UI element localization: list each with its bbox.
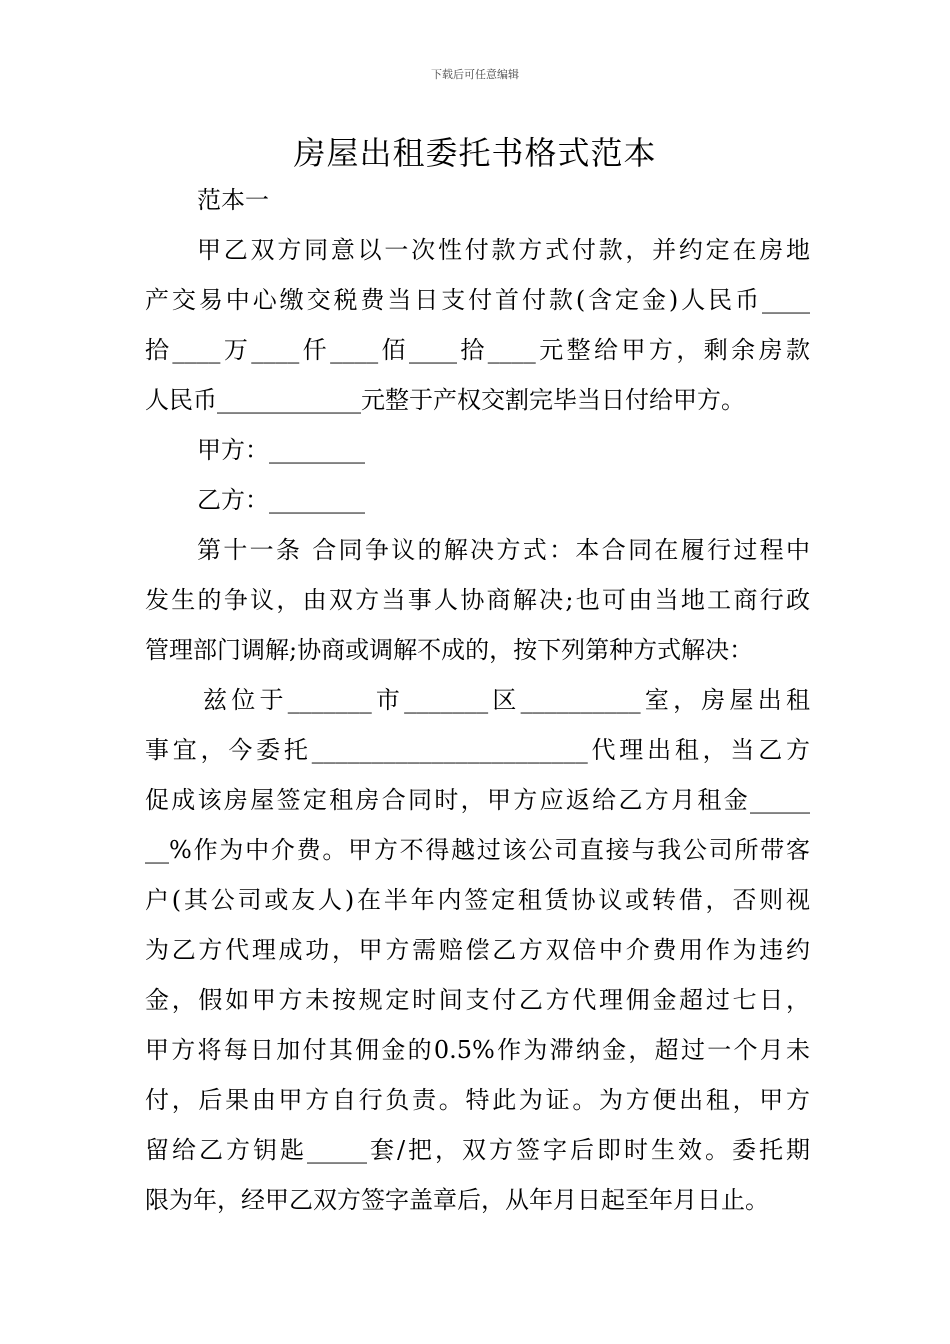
paragraph-line: __%作为中介费。甲方不得越过该公司直接与我公司所带客 [145, 836, 810, 864]
paragraph-line: 发生的争议，由双方当事人协商解决;也可由当地工商行政 [145, 586, 810, 614]
party-a-signature-line: 甲方：________ [197, 436, 365, 464]
paragraph-line: 甲方将每日加付其佣金的0.5%作为滞纳金，超过一个月未 [145, 1036, 810, 1064]
paragraph-line: 产交易中心缴交税费当日支付首付款(含定金)人民币____ [145, 286, 810, 314]
paragraph-line: 促成该房屋签定租房合同时，甲方应返给乙方月租金_____ [145, 786, 810, 814]
party-b-signature-line: 乙方：________ [197, 486, 365, 514]
section-label: 范本一 [197, 186, 269, 214]
paragraph-line: 留给乙方钥匙_____套/把，双方签字后即时生效。委托期 [145, 1136, 810, 1164]
paragraph-line: 户(其公司或友人)在半年内签定租赁协议或转借，否则视 [145, 886, 810, 914]
paragraph-line: 第十一条 合同争议的解决方式：本合同在履行过程中 [197, 536, 810, 564]
paragraph-line: 兹位于_______市_______区__________室，房屋出租 [203, 686, 810, 714]
paragraph-line: 甲乙双方同意以一次性付款方式付款，并约定在房地 [197, 236, 810, 264]
paragraph-line: 管理部门调解;协商或调解不成的，按下列第种方式解决： [145, 636, 754, 664]
paragraph-line: 事宜，今委托_______________________代理出租，当乙方 [145, 736, 810, 764]
paragraph-line: 限为年，经甲乙双方签字盖章后，从年月日起至年月日止。 [145, 1186, 769, 1214]
document-title: 房屋出租委托书格式范本 [293, 134, 657, 172]
paragraph-line: 拾____万____仟____佰____拾____元整给甲方，剩余房款 [145, 336, 810, 364]
page-header: 下载后可任意编辑 [431, 68, 519, 81]
paragraph-line: 付，后果由甲方自行负责。特此为证。为方便出租，甲方 [145, 1086, 810, 1114]
paragraph-line: 金，假如甲方未按规定时间支付乙方代理佣金超过七日， [145, 986, 810, 1014]
paragraph-line: 为乙方代理成功，甲方需赔偿乙方双倍中介费用作为违约 [145, 936, 810, 964]
paragraph-line: 人民币____________元整于产权交割完毕当日付给甲方。 [145, 386, 745, 414]
